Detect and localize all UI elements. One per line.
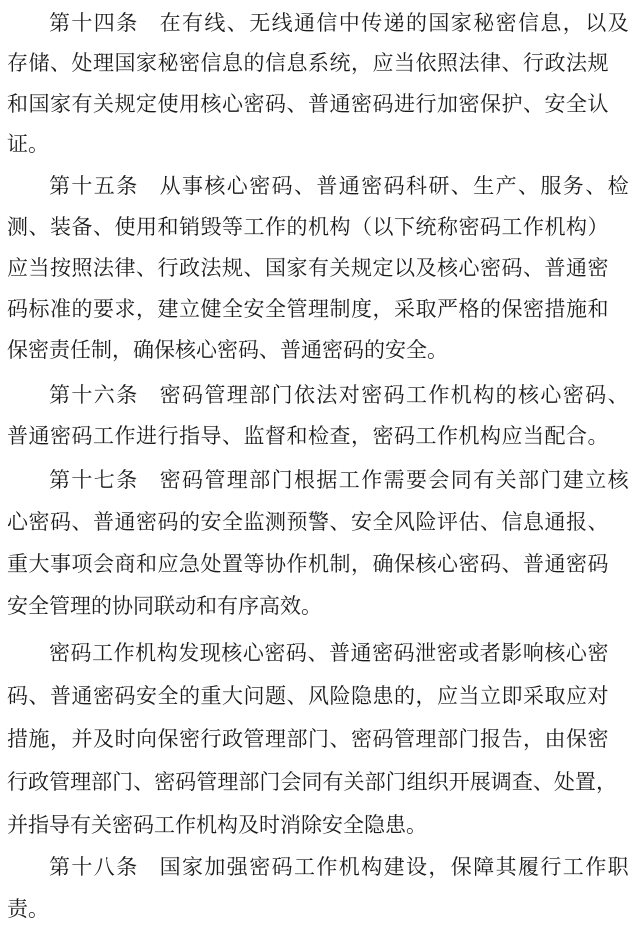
article-14-line-1 xyxy=(49,1,631,45)
paragraph-line-3 xyxy=(7,717,609,761)
article-15-line-2 xyxy=(7,205,609,249)
article-17-line-4 xyxy=(7,584,322,628)
paragraph-line-4 xyxy=(7,760,617,804)
article-text: 应当按照法律、行政法规、国家有关规定以及核心密码、普通密 xyxy=(7,256,609,280)
article-18-line-1 xyxy=(49,845,631,889)
article-15-line-3 xyxy=(7,246,609,290)
paragraph-line-1 xyxy=(49,631,609,675)
article-text: 心密码、普通密码的安全监测预警、安全风险评估、信息通报、 xyxy=(7,510,609,534)
article-14-line-4 xyxy=(7,122,49,166)
article-number: 第十八条 xyxy=(49,855,139,879)
article-text: 测、装备、使用和销毁等工作的机构（以下统称密码工作机构） xyxy=(7,215,609,239)
article-number: 第十五条 xyxy=(49,174,139,198)
article-15-line-5 xyxy=(7,328,448,372)
article-17-line-3 xyxy=(7,542,609,586)
article-14-line-3 xyxy=(7,82,609,126)
article-text: 码、普通密码安全的重大问题、风险隐患的，应当立即采取应对 xyxy=(7,684,609,708)
article-text: 安全管理的协同联动和有序高效。 xyxy=(7,594,322,618)
article-number: 第十六条 xyxy=(49,383,139,407)
article-16-line-2 xyxy=(7,414,609,458)
article-text: 和国家有关规定使用核心密码、普通密码进行加密保护、安全认 xyxy=(7,92,609,116)
article-text: 责。 xyxy=(7,897,49,921)
article-number: 第十七条 xyxy=(49,468,139,492)
article-text: 在有线、无线通信中传递的国家秘密信息，以及 xyxy=(159,11,631,35)
article-text: 行政管理部门、密码管理部门会同有关部门组织开展调查、处置， xyxy=(7,770,617,794)
article-text: 并指导有关密码工作机构及时消除安全隐患。 xyxy=(7,813,427,837)
article-number: 第十四条 xyxy=(49,11,139,35)
article-15-line-1 xyxy=(49,164,631,208)
article-text: 码标准的要求，建立健全安全管理制度，采取严格的保密措施和 xyxy=(7,297,609,321)
article-17-line-1 xyxy=(49,458,631,502)
article-17-line-2 xyxy=(7,500,609,544)
article-text: 密码管理部门依法对密码工作机构的核心密码、 xyxy=(159,383,631,407)
article-18-line-2 xyxy=(7,887,49,931)
article-text: 保密责任制，确保核心密码、普通密码的安全。 xyxy=(7,338,448,362)
article-text: 普通密码工作进行指导、监督和检查，密码工作机构应当配合。 xyxy=(7,424,609,448)
article-text: 措施，并及时向保密行政管理部门、密码管理部门报告，由保密 xyxy=(7,727,609,751)
article-text: 重大事项会商和应急处置等协作机制，确保核心密码、普通密码 xyxy=(7,552,609,576)
paragraph-line-5 xyxy=(7,803,427,847)
article-text: 从事核心密码、普通密码科研、生产、服务、检 xyxy=(159,174,631,198)
article-text: 存储、处理国家秘密信息的信息系统，应当依照法律、行政法规 xyxy=(7,51,609,75)
paragraph-line-2 xyxy=(7,674,609,718)
article-15-line-4 xyxy=(7,287,609,331)
article-text: 国家加强密码工作机构建设，保障其履行工作职 xyxy=(159,855,631,879)
article-14-line-2 xyxy=(7,41,609,85)
article-text: 证。 xyxy=(7,132,49,156)
article-text: 密码工作机构发现核心密码、普通密码泄密或者影响核心密 xyxy=(49,641,609,665)
article-16-line-1 xyxy=(49,373,631,417)
article-text: 密码管理部门根据工作需要会同有关部门建立核 xyxy=(159,468,631,492)
